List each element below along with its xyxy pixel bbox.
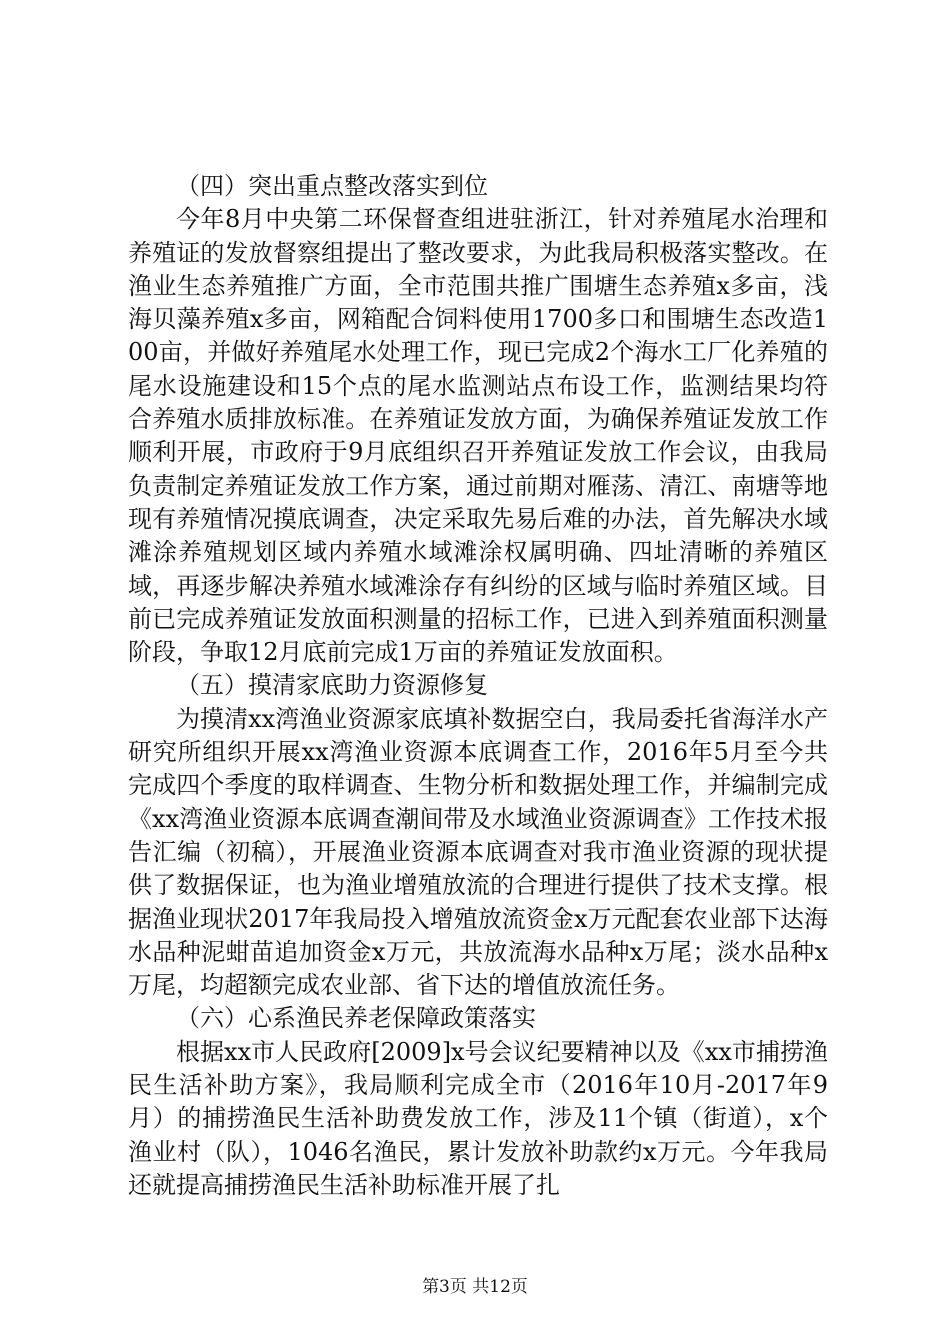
section-heading-4: （四）突出重点整改落实到位: [176, 172, 488, 200]
section-heading-5: （五）摸清家底助力资源修复: [176, 671, 488, 700]
page-number-footer: 第3页 共12页: [422, 1277, 528, 1297]
section-paragraph-4: 今年8月中央第二环保督查组进驻浙江，针对养殖尾水治理和养殖证的发放督察组提出了整改要求，为此我局积极落实整改。在渔业生态养殖推广方面，全市范围共推广围塘生态养殖x多亩，浅海贝藻养殖x多亩，网箱配合饲料使用1700多口和围塘生态改造100亩，并做好养殖尾水处理工作，现已完成2个海水工厂化养殖的尾水设施建设和15个点的尾水监测站点布设工作，监测结果均符合养殖水质排放标准。在养殖证发放方面，为确保养殖证发放工作顺利开展，市政府于9月底组织召开养殖证发放工作会议，由我局负责制定养殖证发放工作方案，通过前期对雁荡、清江、南塘等地现有养殖情况摸底调查，决定采取先易后难的办法，首先解决水域滩涂养殖规划区域内养殖水域滩涂权属明确、四址清晰的养殖区域，再逐步解决养殖水域滩涂存有纠纷的区域与临时养殖区域。目前已完成养殖证发放面积测量的招标工作，已进入到养殖面积测量阶段，争取12月底前完成1万亩的养殖证发放面积。: [128, 205, 828, 667]
section-heading-6: （六）心系渔民养老保障政策落实: [176, 1004, 536, 1033]
section-paragraph-6: 根据xx市人民政府[2009]x号会议纪要精神以及《xx市捕捞渔民生活补助方案》，我局顺利完成全市（2016年10月-2017年9月）的捕捞渔民生活补助费发放工作，涉及11个镇（街道），x个渔业村（队），1046名渔民，累计发放补助款约x万元。今年我局还就提高捕捞渔民生活补助标准开展了扎: [128, 1037, 828, 1199]
document-body: [128, 170, 828, 1202]
section-paragraph-5: 为摸清xx湾渔业资源家底填补数据空白，我局委托省海洋水产研究所组织开展xx湾渔业资源本底调查工作，2016年5月至今共完成四个季度的取样调查、生物分析和数据处理工作，并编制完成《xx湾渔业资源本底调查潮间带及水域渔业资源调查》工作技术报告汇编（初稿），开展渔业资源本底调查对我市渔业资源的现状提供了数据保证，也为渔业增殖放流的合理进行提供了技术支撑。根据渔业现状2017年我局投入增殖放流资金x万元配套农业部下达海水品种泥蚶苗追加资金x万元，共放流海水品种x万尾；淡水品种x万尾，均超额完成农业部、省下达的增值放流任务。: [128, 704, 828, 1000]
